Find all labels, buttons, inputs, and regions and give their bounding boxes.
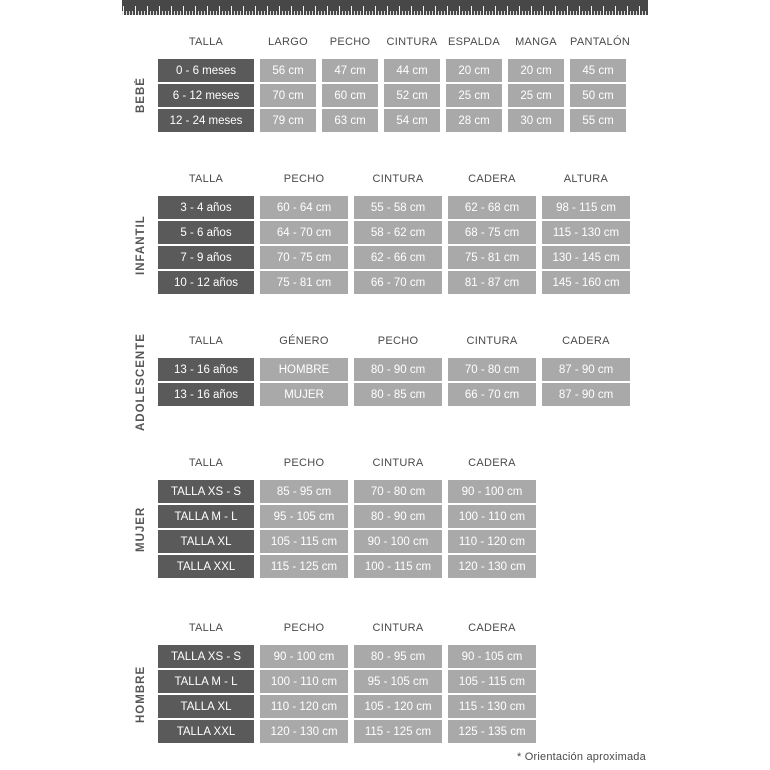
measure-value-cell: 80 - 90 cm	[354, 505, 442, 528]
measure-value-cell: 62 - 68 cm	[448, 196, 536, 219]
size-label-cell: TALLA XL	[158, 530, 254, 553]
measure-value-cell: MUJER	[260, 383, 348, 406]
measure-value-cell: 60 cm	[322, 84, 378, 107]
measure-value-cell: 98 - 115 cm	[542, 196, 630, 219]
measure-value-cell: 90 - 100 cm	[354, 530, 442, 553]
measure-value-cell: 110 - 120 cm	[260, 695, 348, 718]
measure-value-cell: 70 - 75 cm	[260, 246, 348, 269]
size-label-cell: TALLA XS - S	[158, 480, 254, 503]
column-header: LARGO	[267, 36, 308, 48]
measure-value-cell: 85 - 95 cm	[260, 480, 348, 503]
column-header: TALLA	[188, 335, 224, 347]
measure-value-cell: 55 cm	[570, 109, 626, 132]
size-table-adolescente	[122, 332, 630, 431]
measure-value-cell: 80 - 90 cm	[354, 358, 442, 381]
measure-value-cell: 100 - 110 cm	[448, 505, 536, 528]
size-label-cell: 12 - 24 meses	[158, 109, 254, 132]
table-header-row	[158, 454, 536, 472]
table-body	[158, 59, 626, 132]
size-label-cell: 0 - 6 meses	[158, 59, 254, 82]
size-label-cell: TALLA M - L	[158, 505, 254, 528]
size-label-cell: TALLA XXL	[158, 555, 254, 578]
measure-value-cell: 70 cm	[260, 84, 316, 107]
measure-value-cell: 110 - 120 cm	[448, 530, 536, 553]
measure-value-cell: 58 - 62 cm	[354, 221, 442, 244]
measure-value-cell: 66 - 70 cm	[448, 383, 536, 406]
measure-value-cell: 60 - 64 cm	[260, 196, 348, 219]
measure-value-cell: 47 cm	[322, 59, 378, 82]
measure-value-cell: 87 - 90 cm	[542, 383, 630, 406]
column-header: CINTURA	[386, 36, 438, 48]
size-label-cell: 7 - 9 años	[158, 246, 254, 269]
measure-value-cell: 63 cm	[322, 109, 378, 132]
column-header: CADERA	[562, 335, 610, 347]
measure-value-cell: 56 cm	[260, 59, 316, 82]
measure-value-cell: 95 - 105 cm	[260, 505, 348, 528]
column-header: TALLA	[188, 173, 224, 185]
measure-value-cell: 44 cm	[384, 59, 440, 82]
measure-value-cell: 75 - 81 cm	[260, 271, 348, 294]
table-body	[158, 645, 536, 743]
approximation-footnote: * Orientación aproximada	[517, 751, 646, 763]
measure-value-cell: 25 cm	[508, 84, 564, 107]
column-header: PECHO	[377, 335, 419, 347]
table-body	[158, 358, 630, 406]
measure-value-cell: 105 - 115 cm	[260, 530, 348, 553]
size-label-cell: TALLA XS - S	[158, 645, 254, 668]
column-header: PECHO	[283, 457, 325, 469]
column-header: ALTURA	[563, 173, 609, 185]
column-header: PECHO	[283, 622, 325, 634]
table-header-row	[158, 33, 631, 51]
measure-value-cell: 90 - 105 cm	[448, 645, 536, 668]
measure-value-cell: 95 - 105 cm	[354, 670, 442, 693]
measure-value-cell: 68 - 75 cm	[448, 221, 536, 244]
measure-value-cell: 80 - 85 cm	[354, 383, 442, 406]
measure-value-cell: 100 - 115 cm	[354, 555, 442, 578]
size-table-mujer	[122, 454, 536, 578]
group-label-hombre: HOMBRE	[135, 665, 147, 723]
measure-value-cell: 145 - 160 cm	[542, 271, 630, 294]
size-table-infantil	[122, 170, 630, 294]
measure-value-cell: HOMBRE	[260, 358, 348, 381]
column-header: PECHO	[329, 36, 371, 48]
measure-value-cell: 75 - 81 cm	[448, 246, 536, 269]
measure-value-cell: 79 cm	[260, 109, 316, 132]
column-header: PANTALÓN	[570, 36, 631, 48]
table-body	[158, 480, 536, 578]
column-header: TALLA	[188, 36, 224, 48]
size-label-cell: TALLA XL	[158, 695, 254, 718]
column-header: PECHO	[283, 173, 325, 185]
column-header: TALLA	[188, 457, 224, 469]
measure-value-cell: 20 cm	[446, 59, 502, 82]
measure-value-cell: 66 - 70 cm	[354, 271, 442, 294]
size-label-cell: 13 - 16 años	[158, 358, 254, 381]
measure-value-cell: 28 cm	[446, 109, 502, 132]
measure-value-cell: 90 - 100 cm	[260, 645, 348, 668]
column-header: CADERA	[468, 622, 516, 634]
measure-value-cell: 30 cm	[508, 109, 564, 132]
measure-value-cell: 62 - 66 cm	[354, 246, 442, 269]
table-body	[158, 196, 630, 294]
size-label-cell: 10 - 12 años	[158, 271, 254, 294]
column-header: CINTURA	[372, 457, 424, 469]
measure-value-cell: 81 - 87 cm	[448, 271, 536, 294]
measure-value-cell: 105 - 120 cm	[354, 695, 442, 718]
measure-value-cell: 120 - 130 cm	[260, 720, 348, 743]
measure-value-cell: 52 cm	[384, 84, 440, 107]
column-header: CINTURA	[466, 335, 518, 347]
group-label-bebe: BEBÉ	[135, 77, 147, 114]
measure-value-cell: 105 - 115 cm	[448, 670, 536, 693]
measuring-tape-icon	[122, 0, 648, 15]
table-header-row	[158, 170, 630, 188]
measure-value-cell: 80 - 95 cm	[354, 645, 442, 668]
group-label-infantil: INFANTIL	[135, 215, 147, 275]
measure-value-cell: 25 cm	[446, 84, 502, 107]
measure-value-cell: 87 - 90 cm	[542, 358, 630, 381]
measure-value-cell: 70 - 80 cm	[448, 358, 536, 381]
measure-value-cell: 115 - 130 cm	[448, 695, 536, 718]
measure-value-cell: 54 cm	[384, 109, 440, 132]
measure-value-cell: 64 - 70 cm	[260, 221, 348, 244]
measure-value-cell: 20 cm	[508, 59, 564, 82]
group-label-mujer: MUJER	[135, 506, 147, 552]
size-table-hombre	[122, 619, 536, 743]
measure-value-cell: 70 - 80 cm	[354, 480, 442, 503]
measure-value-cell: 115 - 125 cm	[354, 720, 442, 743]
column-header: MANGA	[515, 36, 557, 48]
size-label-cell: 6 - 12 meses	[158, 84, 254, 107]
measure-value-cell: 55 - 58 cm	[354, 196, 442, 219]
column-header: TALLA	[188, 622, 224, 634]
size-label-cell: TALLA XXL	[158, 720, 254, 743]
measure-value-cell: 100 - 110 cm	[260, 670, 348, 693]
size-label-cell: TALLA M - L	[158, 670, 254, 693]
group-label-adolescente: ADOLESCENTE	[135, 333, 147, 431]
measure-value-cell: 115 - 125 cm	[260, 555, 348, 578]
column-header: CADERA	[468, 457, 516, 469]
measure-value-cell: 120 - 130 cm	[448, 555, 536, 578]
column-header: CINTURA	[372, 622, 424, 634]
size-table-bebe	[122, 33, 631, 132]
column-header: ESPALDA	[447, 36, 501, 48]
size-label-cell: 13 - 16 años	[158, 383, 254, 406]
size-label-cell: 5 - 6 años	[158, 221, 254, 244]
measure-value-cell: 115 - 130 cm	[542, 221, 630, 244]
table-header-row	[158, 332, 630, 350]
column-header: CADERA	[468, 173, 516, 185]
column-header: CINTURA	[372, 173, 424, 185]
measure-value-cell: 125 - 135 cm	[448, 720, 536, 743]
measure-value-cell: 45 cm	[570, 59, 626, 82]
measure-value-cell: 90 - 100 cm	[448, 480, 536, 503]
size-label-cell: 3 - 4 años	[158, 196, 254, 219]
column-header: GÉNERO	[279, 335, 329, 347]
table-header-row	[158, 619, 536, 637]
measure-value-cell: 130 - 145 cm	[542, 246, 630, 269]
measure-value-cell: 50 cm	[570, 84, 626, 107]
